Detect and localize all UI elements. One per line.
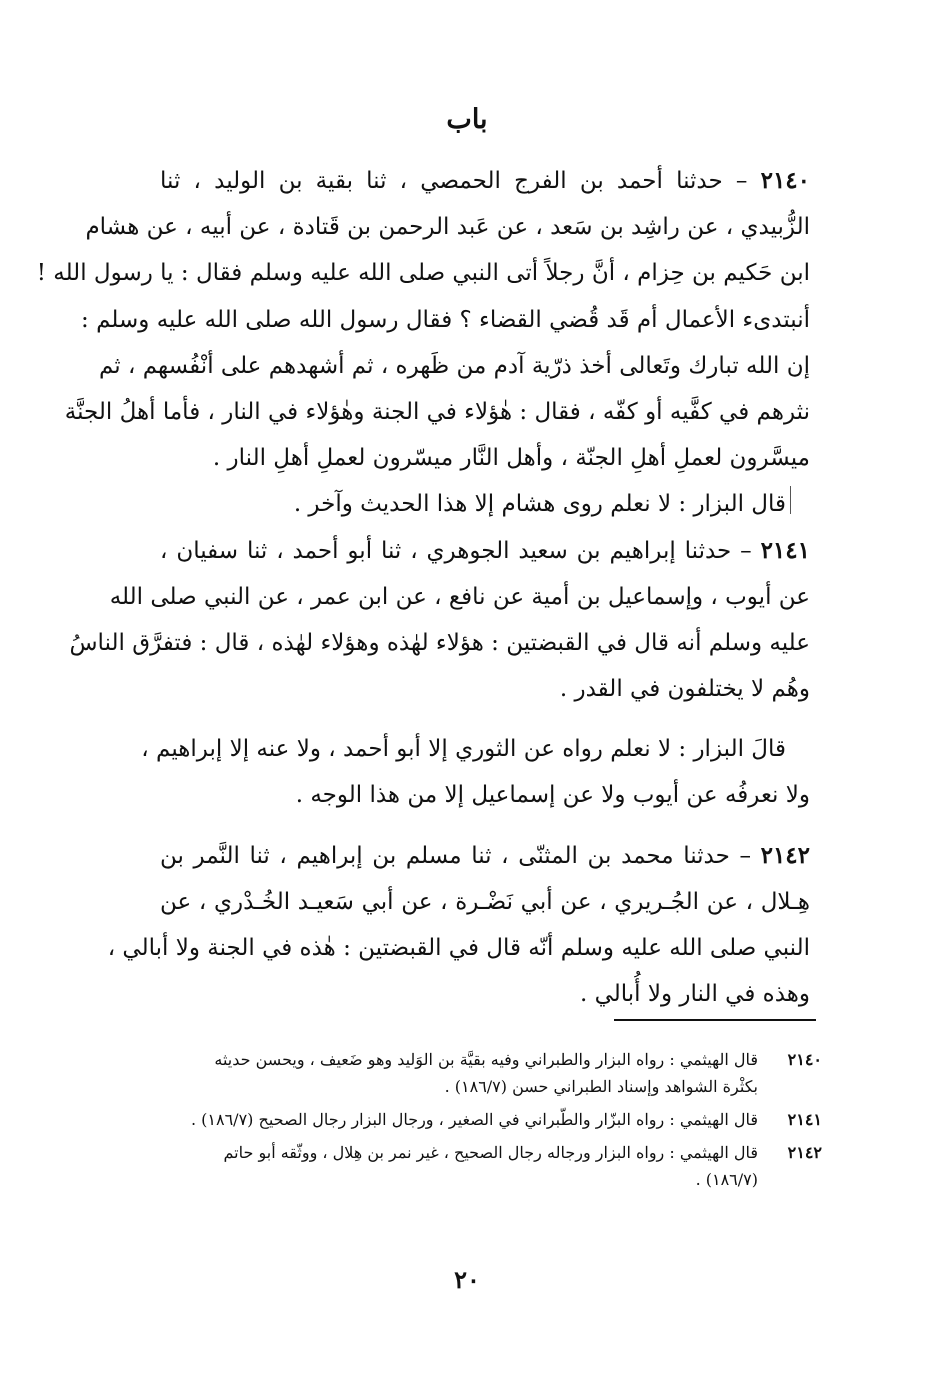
chapter-title: باب [446,104,488,135]
footnote-2141 [160,1106,822,1133]
footnote-line: قال الهيثمي : رواه البزار ورجاله رجال الصحيح ، غير نمر بن هِلال ، ووثّقه أبو حاتم [223,1143,758,1162]
hadith-2140-line-4: أنبتدىء الأعمال أم قَد قُضي القضاء ؟ فقال رسول الله صلى الله عليه وسلم : [81,306,810,333]
footnote-line: قال الهيثمي : رواه البزّار والطّبراني في الصغير ، ورجال البزار رجال الصحيح (١٨٦/٧) . [190,1110,758,1129]
hadith-2140-line-7: ميسَّرون لعملِ أهلِ الجنّة ، وأهل النَّار ميسّرون لعملِ أهلِ النار . [212,445,810,472]
hadith-2141-line-4: وهُم لا يختلفون في القدر . [559,676,810,703]
hadith-2142-line-3: النبي صلى الله عليه وسلم أنّه قال في القبضتين : هٰذه في الجنة ولا أبالي ، [107,935,810,961]
footnote-2142 [160,1139,822,1193]
hadith-number: ٢١٤٢ [760,841,811,869]
footnote-divider [614,1019,816,1021]
hadith-2140-comment: قال البزار : لا نعلم روى هشام إلا هذا الحديث وآخر . [293,491,786,518]
footnote-line: (١٨٦/٧) . [695,1170,758,1189]
hadith-2140-line-5: إن الله تبارك وتَعالى أخذ ذرّية آدم من ظَهره ، ثم أشهدهم على أنْفُسهم ، ثم [98,352,810,379]
footnote-number: ٢١٤٠ [787,1050,822,1069]
hadith-2140-line-1: ٢١٤٠ – حدثنا أحمد بن الفرج الحمصي ، ثنا بقية بن الوليد ، ثنا [160,167,811,194]
footnote-number: ٢١٤٢ [787,1143,822,1162]
footnote-number: ٢١٤١ [787,1110,822,1129]
main-text [36,158,811,1017]
footnote-line: بكثْرة الشواهد وإسناد الطبراني حسن (١٨٦/٧) . [444,1077,758,1096]
margin-mark [790,486,791,514]
hadith-2142-line-1: ٢١٤٢ – حدثنا محمد بن المثنّى ، ثنا مسلم بن إبراهيم ، ثنا النَّمر بن [160,841,811,869]
hadith-2142-line-4: وهذه في النار ولا أُبالي . [579,981,810,1008]
hadith-number: ٢١٤١ [760,536,810,564]
footnotes [160,1046,822,1199]
hadith-2141-line-2: عن أيوب ، وإسماعيل بن أمية عن نافع ، عن ابن عمر ، عن النبي صلى الله [109,583,810,610]
hadith-2140-line-3: ابن حَكيم بن حِزام ، أنَّ رجلاً أتى النبي صلى الله عليه وسلم فقال : يا رسول الله ! [36,260,810,287]
page-number: ٢٠ [454,1265,480,1294]
hadith-2141-comment-line-1: قالَ البزار : لا نعلم رواه عن الثوري إلا أبو أحمد ، ولا عنه إلا إبراهيم ، [141,736,786,763]
hadith-2140-line-6: نثرهم في كفَّيه أو كفّه ، فقال : هٰؤلاء في الجنة وهٰؤلاء في النار ، فأما أهلُ الجنَّة [64,398,810,425]
hadith-2141-line-3: عليه وسلم أنه قال في القبضتين : هؤلاء لهٰذه وهؤلاء لهٰذه ، قال : فتفرَّق الناسُ [69,629,810,656]
footnote-line: قال الهيثمي : رواه البزار والطبراني وفيه بقيَّة بن الوَليد وهو ضَعيف ، ويحسن حديثه [214,1050,758,1069]
hadith-2140-line-2: الزُّبيدي ، عن راشِد بن سَعد ، عن عَبد الرحمن بن قَتادة ، عن أبيه ، عن هشام [85,214,810,241]
hadith-2142-line-2: هِـلال ، عن الجُـريري ، عن أبي نَضْـرة ، عن أبي سَعيـد الخُـدْري ، عن [160,888,810,915]
hadith-2141-comment-line-2: ولا نعرفُه عن أيوب ولا عن إسماعيل إلا من هذا الوجه . [295,782,810,809]
footnote-2140 [160,1046,822,1100]
hadith-2141-line-1: ٢١٤١ – حدثنا إبراهيم بن سعيد الجوهري ، ثنا أبو أحمد ، ثنا سفيان ، [160,536,810,564]
hadith-number: ٢١٤٠ [760,167,811,194]
